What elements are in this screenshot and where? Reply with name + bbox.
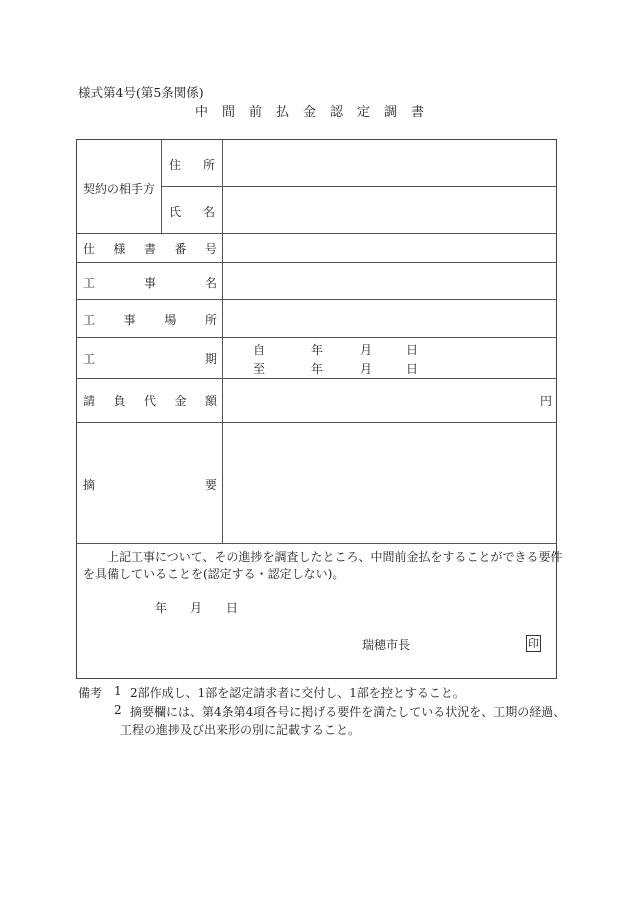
name-label: 氏 名 [169,205,215,219]
period-to-year: 年 [311,362,324,376]
period-to-month: 月 [360,362,373,376]
contract-amount-label: 請 負 代 金 額 [83,394,217,408]
form-table [76,139,563,679]
note-2-number: 2 [114,703,122,717]
address-label: 住 所 [169,158,215,172]
form-number: 様式第4号(第5条関係) [78,85,204,100]
date-day: 日 [226,601,239,615]
currency-unit: 円 [540,394,553,408]
note-2-continuation: 工程の進捗及び出来形の別に記載すること。 [120,723,361,737]
period-to-day: 日 [406,362,419,376]
certification-line-2: を具備していることを(認定する・認定しない)。 [83,567,345,581]
period-to: 至 [253,362,266,376]
note-2-text: 摘要欄には、第4条第4項各号に掲げる要件を満たしている状況を、工期の経過、 [130,705,566,719]
period-from: 自 [253,343,266,357]
row-divider [77,299,557,300]
date-year: 年 [155,601,168,615]
row-divider [77,262,557,263]
row-divider [77,378,557,379]
row-divider [77,543,557,544]
seal-stamp: 印 [528,637,539,650]
document-title: 中間前払金認定調書 [195,105,439,120]
work-name-label: 工 事 名 [83,276,217,290]
row-divider [77,422,557,423]
date-month: 月 [190,601,203,615]
column-divider [161,140,162,233]
certification-line-1: 上記工事について、その進捗を調査したところ、中間前金払をすることができる要件 [107,550,563,564]
row-divider [77,233,557,234]
signer-name: 瑞穂市長 [362,638,411,652]
notes-heading: 備考 [78,686,103,700]
period-label: 工 期 [83,352,217,366]
contractor-label: 契約の相手方 [83,182,156,196]
summary-label: 摘 要 [83,478,217,492]
period-from-month: 月 [360,343,373,357]
note-1-number: 1 [114,684,122,698]
row-divider [77,337,557,338]
note-1-text: 2部作成し、1部を認定請求者に交付し、1部を控とすること。 [130,686,465,700]
period-from-year: 年 [311,343,324,357]
period-from-day: 日 [406,343,419,357]
spec-number-label: 仕 様 書 番 号 [83,242,217,256]
row-divider [161,186,557,187]
work-place-label: 工 事 場 所 [83,313,217,327]
column-divider [222,140,223,543]
